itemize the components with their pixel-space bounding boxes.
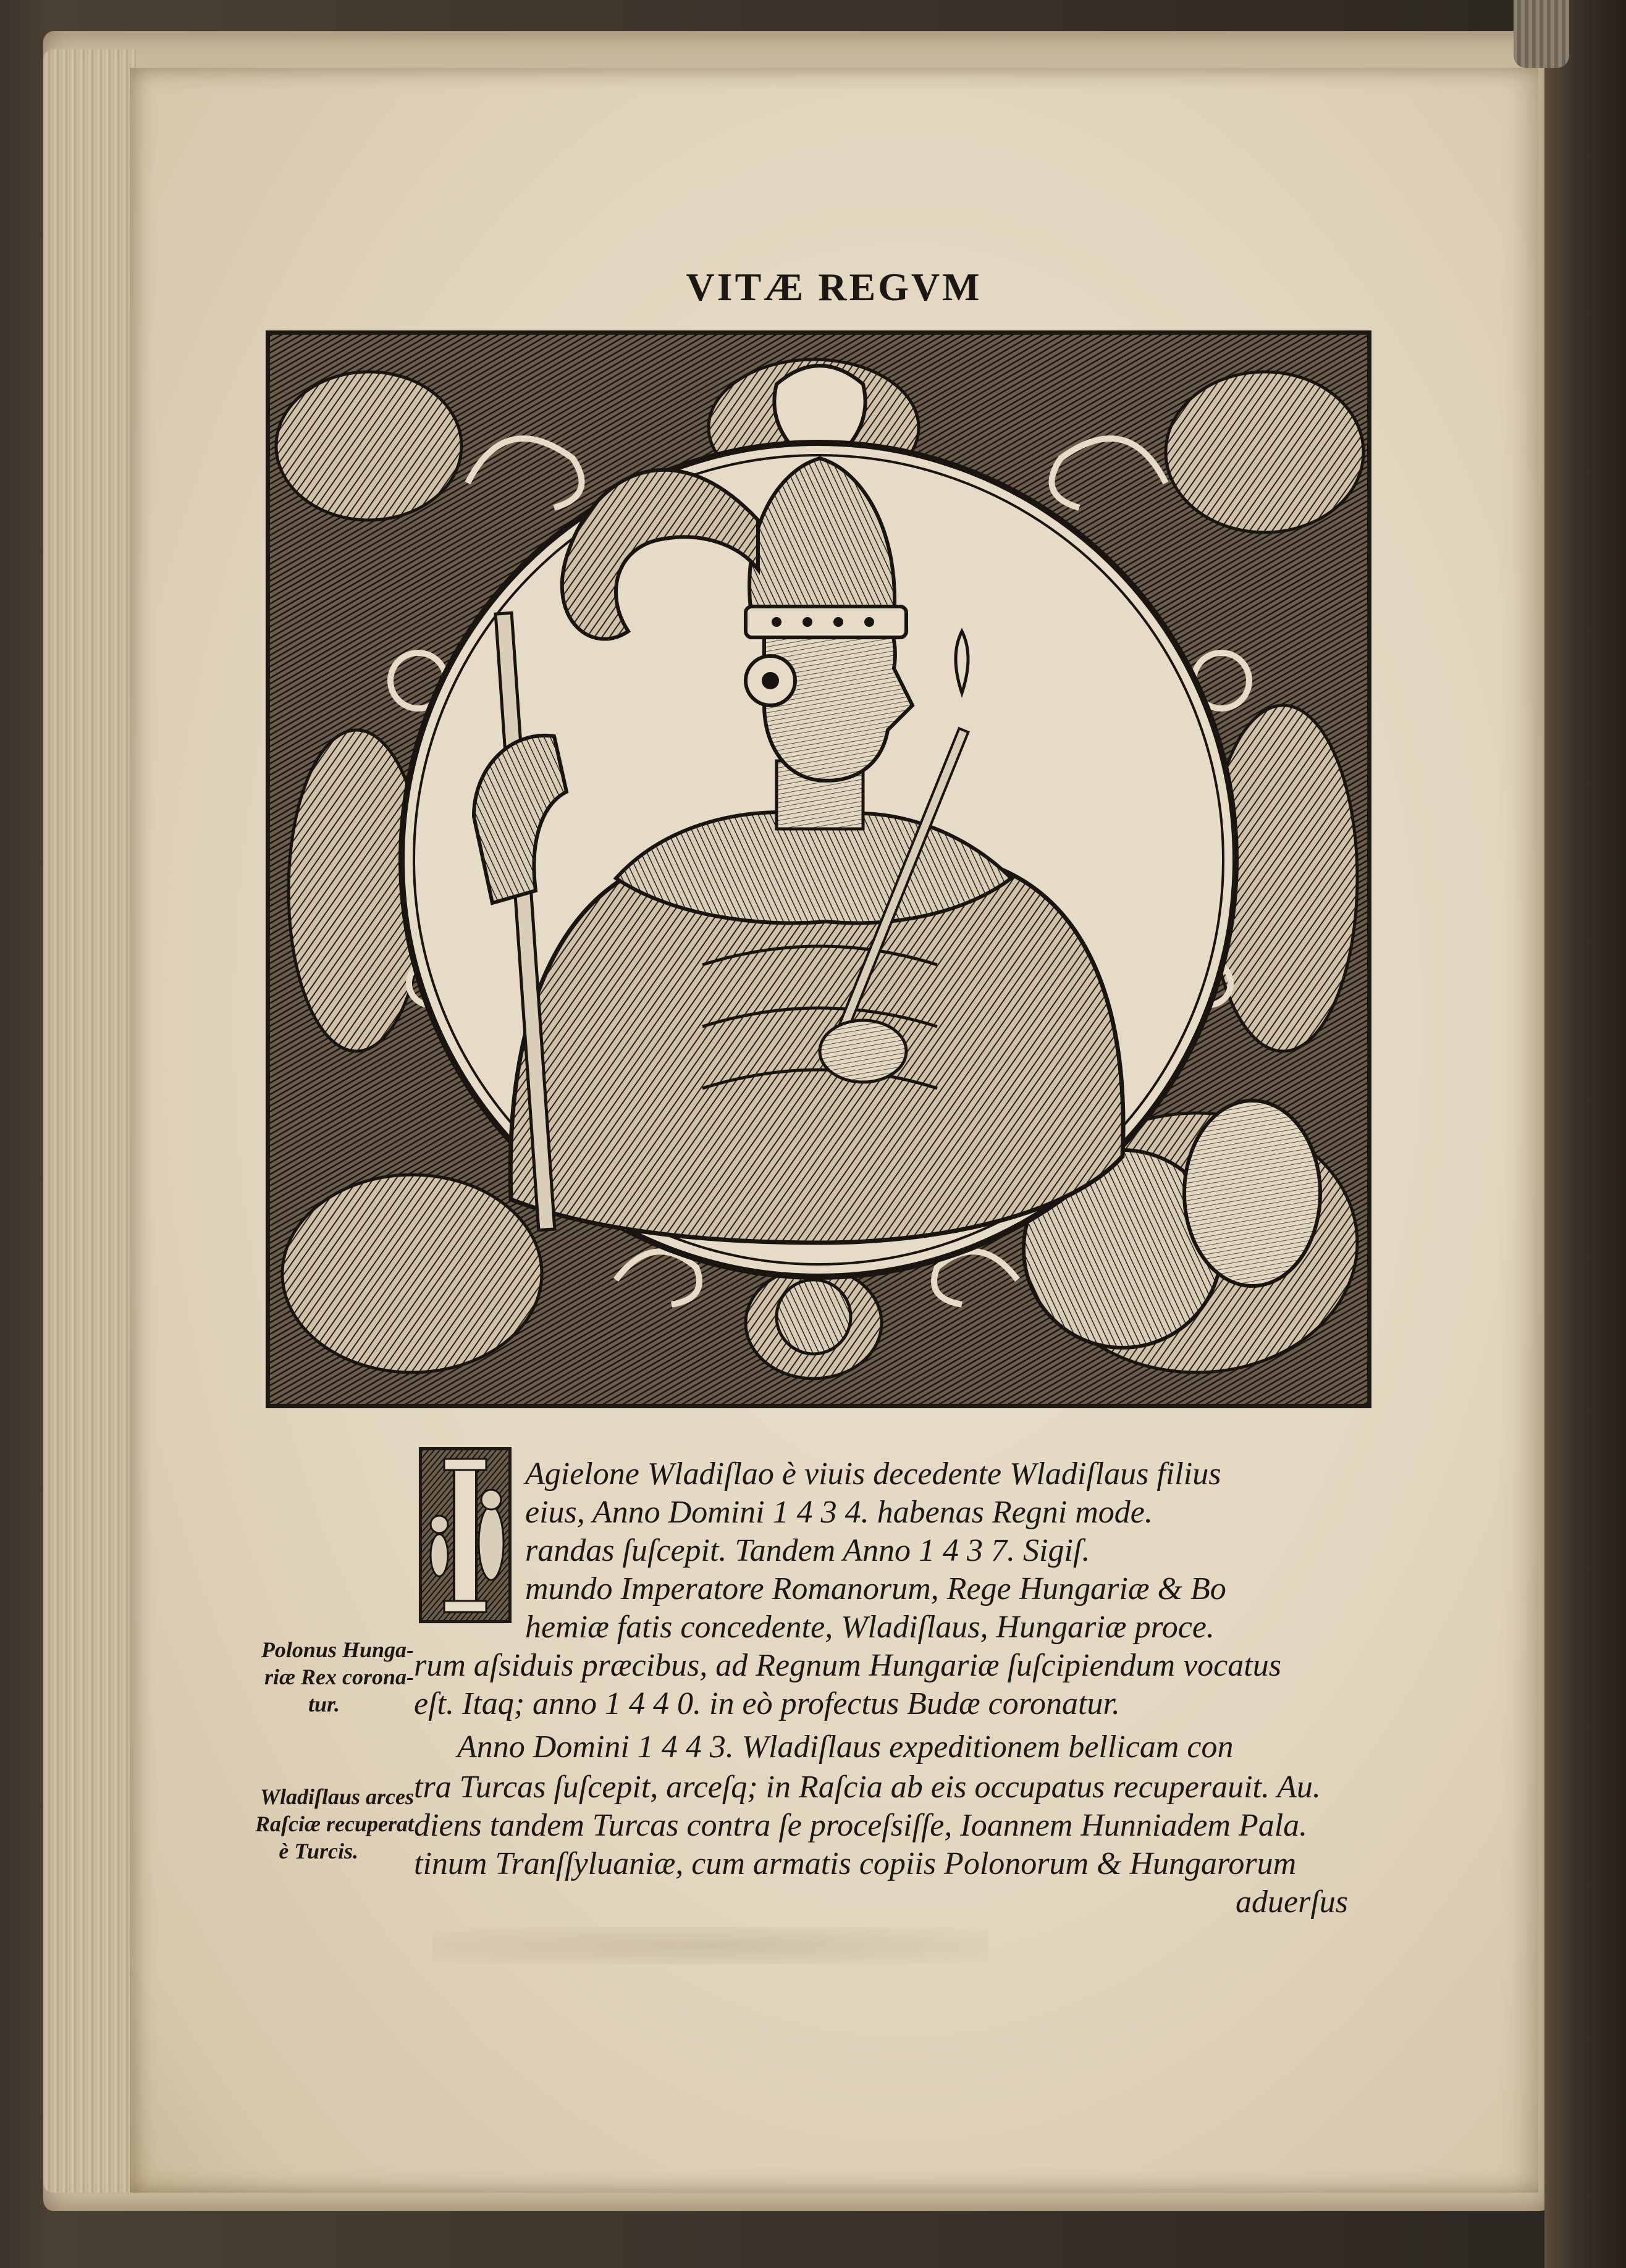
text-line: rum aſsiduis præcibus, ad Regnum Hungariæ ſuſcipiendum vocatus bbox=[414, 1648, 1281, 1683]
portrait-woodcut bbox=[266, 330, 1371, 1408]
side-note-line: Wladiſlaus arces bbox=[259, 1784, 414, 1809]
text-line: tra Turcas ſuſcepit, arceſq; in Raſcia ab eis occupatus recuperauit. Au. bbox=[414, 1770, 1321, 1805]
text-line: tinum Tranſſyluaniæ, cum armatis copiis Polonorum & Hungarorum bbox=[414, 1846, 1297, 1881]
book-binding bbox=[1544, 0, 1626, 2268]
side-note-line: riæ Rex corona- bbox=[264, 1665, 414, 1689]
text-line: eſt. Itaq; anno 1 4 4 0. in eò profectus Budæ coronatur. bbox=[414, 1686, 1120, 1721]
side-note-line: Raſciæ recuperat bbox=[255, 1812, 414, 1836]
text-line: Anno Domini 1 4 4 3. Wladiſlaus expeditionem bellicam con bbox=[457, 1729, 1234, 1765]
text-line: eius, Anno Domini 1 4 3 4. habenas Regni mode. bbox=[525, 1495, 1153, 1530]
ornamental-initial-icon bbox=[422, 1450, 508, 1620]
show-through-shadow bbox=[432, 1927, 988, 1964]
ornamental-initial bbox=[419, 1447, 512, 1623]
catchword: aduerſus bbox=[1236, 1884, 1348, 1920]
running-head: VITÆ REGVM bbox=[686, 265, 982, 309]
side-note-line: tur. bbox=[308, 1692, 340, 1716]
text-line: randas ſuſcepit. Tandem Anno 1 4 3 7. Sigiſ. bbox=[525, 1533, 1090, 1568]
side-note-line: è Turcis. bbox=[279, 1839, 358, 1863]
spine-cord bbox=[1514, 0, 1569, 68]
side-note-line: Polonus Hunga- bbox=[261, 1637, 414, 1662]
page-edges bbox=[43, 49, 136, 2193]
text-line: hemiæ fatis concedente, Wladiſlaus, Hungariæ proce. bbox=[525, 1610, 1215, 1645]
text-line: Agielone Wladiſlao è viuis decedente Wladiſlaus filius bbox=[525, 1456, 1221, 1492]
text-line: diens tandem Turcas contra ſe proceſsiſſe, Ioannem Hunniadem Pala. bbox=[414, 1808, 1308, 1843]
text-line: mundo Imperatore Romanorum, Rege Hungariæ & Bo bbox=[525, 1571, 1226, 1606]
portrait-woodcut-icon bbox=[270, 335, 1367, 1404]
